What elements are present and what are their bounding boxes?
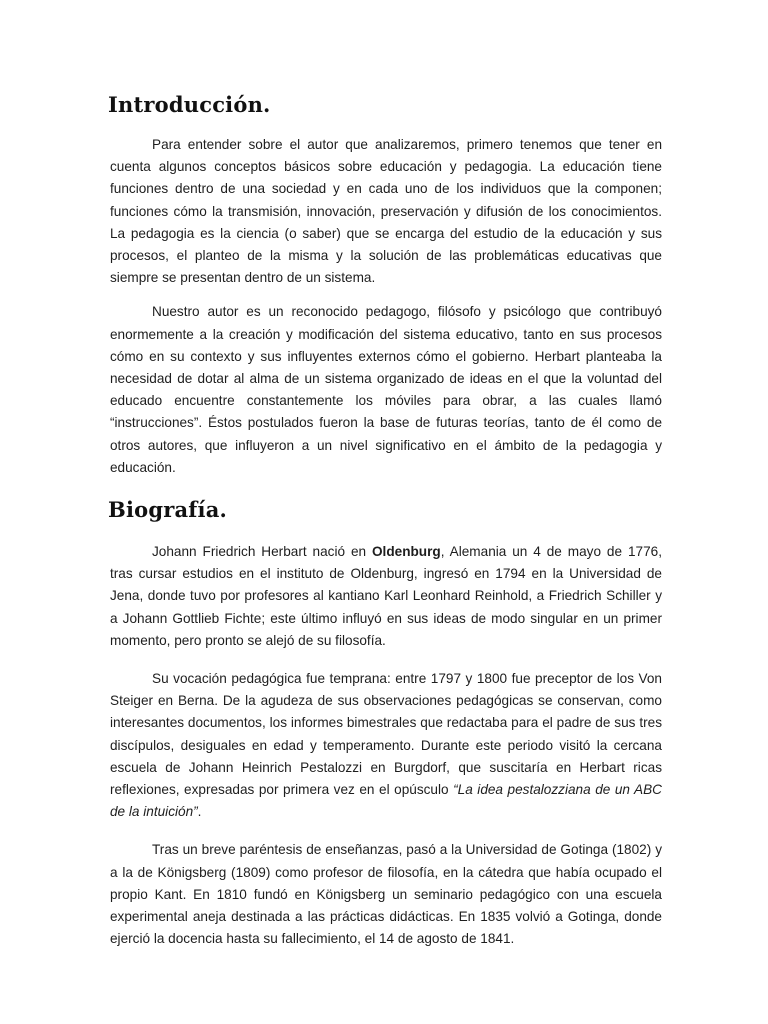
intro-heading: Introducción. <box>108 92 271 117</box>
document-body <box>110 90 662 963</box>
biography-paragraph-3: Tras un breve paréntesis de enseñanzas, pasó a la Universidad de Gotinga (1802) y a la de Königsberg (1809) como profesor de filosofía, en la cátedra que había ocupado el propio Kant. En 1810 fundó en Königsberg un seminario pedagógico con una escuela experimental aneja destinada a las prácticas didácticas. En 1835 volvió a Gotinga, donde ejerció la docencia hasta su fallecimiento, el 14 de agosto de 1841. <box>110 842 662 947</box>
birthplace-text: Oldenburg <box>371 544 441 560</box>
biography-p1-text-end: , Alemania un 4 de mayo de 1776, tras cursar estudios en el instituto de Oldenburg, ingresó en 1794 en la Universidad de Jena, donde tuvo por profesores al kantiano Karl Leonhard Reinhold, a Friedrich Schiller y a Johann Gottlieb Fichte; este último influyó en sus ideas de modo singular en un primer momento, pero pronto se alejó de su filosofía. <box>110 544 662 648</box>
intro-paragraph-1: Para entender sobre el autor que analizaremos, primero tenemos que tener en cuenta algunos conceptos básicos sobre educación y pedagogia. La educación tiene funciones dentro de una sociedad y en cada uno de los individuos que la componen; funciones cómo la transmisión, innovación, preservación y difusión de los conocimientos. La pedagogia es la ciencia (o saber) que se encarga del estudio de la educación y sus procesos, el planteo de la misma y la solución de las problemáticas educativas que siempre se presentan dentro de un sistema. <box>110 137 662 286</box>
work-title-text: “La idea pestalozziana de un ABC de la intuición” <box>110 782 662 820</box>
intro-paragraph-2: Nuestro autor es un reconocido pedagogo, filósofo y psicólogo que contribuyó enormemente a la creación y modificación del sistema educativo, tanto en sus procesos cómo en su contexto y sus influyentes externos cómo el gobierno. Herbart planteaba la necesidad de dotar al alma de un sistema organizado de ideas en el que la voluntad del educado encuentre constantemente los móviles para obrar, a las cuales llamó “instrucciones”. Éstos postulados fueron la base de futuras teorías, tanto de él como de otros autores, que influyeron a un nivel significativo en el ámbito de la pedagogia y educación. <box>110 304 662 475</box>
biography-paragraph-2 <box>110 668 662 823</box>
biography-p2-text-start: Su vocación pedagógica fue temprana: entre 1797 y 1800 fue preceptor de los Von Steiger en Berna. De la agudeza de sus observaciones pedagógicas se conservan, como interesantes documentos, los informes bimestrales que redactaba para el padre de sus tres discípulos, desiguales en edad y temperamento. Durante este periodo visitó la cercana escuela de Johann Heinrich Pestalozzi en Burgdorf, que suscitaría en Herbart ricas reflexiones, expresadas por primera vez en el opúsculo <box>110 671 662 798</box>
biography-p2-text-end: . <box>197 804 202 820</box>
biography-paragraph-1 <box>110 541 662 652</box>
biography-p1-text-start: Johann Friedrich Herbart nació en <box>152 544 372 560</box>
biography-heading: Biografía. <box>108 497 228 523</box>
